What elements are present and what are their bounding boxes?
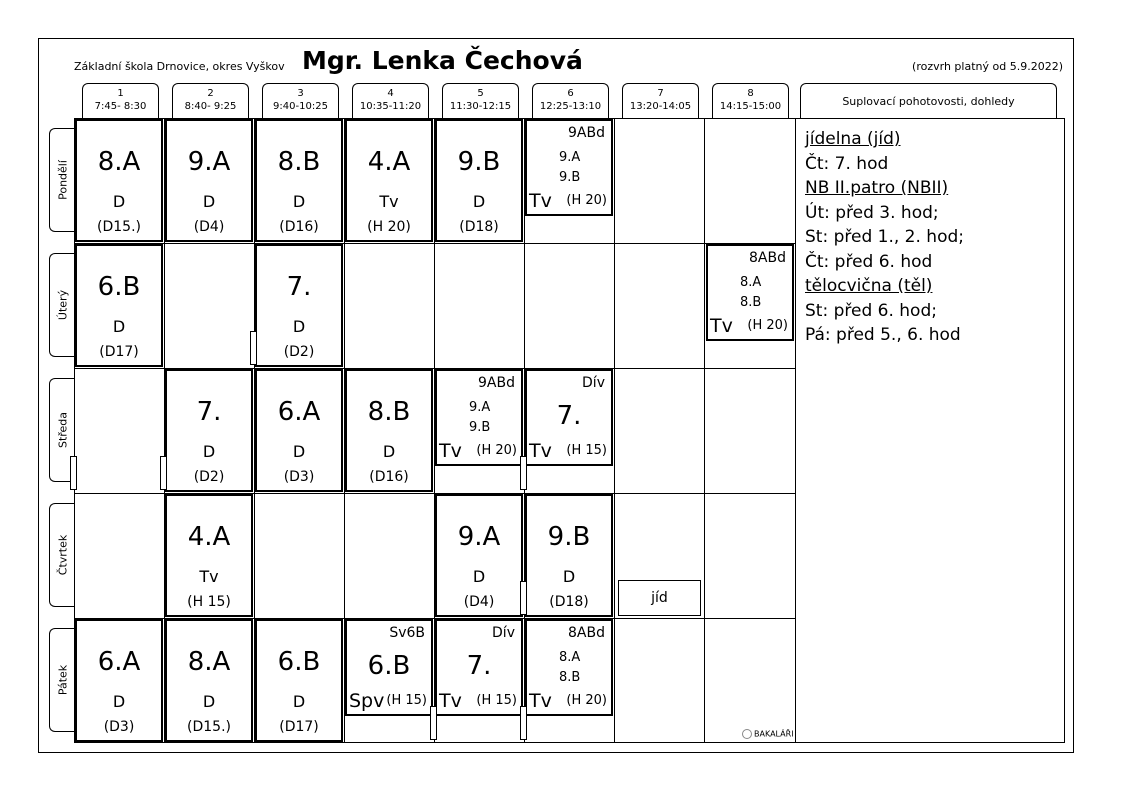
group-member: 8.A	[740, 275, 762, 290]
subject-label: D	[292, 692, 306, 711]
subject-label: Tv	[529, 690, 552, 712]
room-label: (D17)	[279, 719, 319, 735]
supervision-marker	[520, 456, 527, 490]
duty-line: St: před 1., 2. hod;	[805, 227, 964, 247]
lesson-fri-5[interactable]	[435, 619, 523, 716]
group-label: 9ABd	[568, 125, 605, 141]
period-header-2: 2 8:40- 9:25	[172, 83, 249, 118]
supervision-marker	[430, 706, 437, 740]
room-label: (D16)	[279, 219, 319, 235]
supervision-marker	[520, 581, 527, 615]
supervision-marker	[70, 456, 77, 490]
subject-label: Tv	[529, 440, 552, 462]
subject-label: Tv	[379, 192, 399, 211]
duty-header: Suplovací pohotovosti, dohledy	[800, 83, 1057, 118]
subject-label: Tv	[439, 440, 462, 462]
logo-text: BAKALÁŘI	[754, 729, 794, 739]
room-label: (D2)	[193, 469, 225, 485]
room-label: (H 20)	[476, 443, 517, 458]
class-label: 8.B	[277, 147, 321, 177]
subject-label: D	[112, 317, 126, 336]
day-friday: Pátek	[49, 628, 75, 732]
duty-line: St: před 6. hod;	[805, 300, 937, 321]
day-monday: Pondělí	[49, 128, 75, 232]
subject-label: D	[112, 692, 126, 711]
duty-line: Pá: před 5., 6. hod	[805, 325, 961, 345]
day-tuesday: Úterý	[49, 253, 75, 357]
supervision-marker	[250, 331, 257, 365]
group-label: Dív	[492, 625, 515, 641]
subject-label: D	[202, 192, 216, 211]
lesson-fri-6[interactable]	[525, 619, 613, 716]
duty-thu-7[interactable]: jíd	[618, 580, 701, 616]
class-label: 6.A	[97, 647, 141, 677]
duty-list	[805, 127, 964, 348]
room-label: (H 15)	[566, 443, 607, 458]
class-label: 6.B	[97, 272, 141, 302]
group-label: 8ABd	[749, 250, 786, 266]
group-member: 8.B	[740, 295, 762, 310]
room-label: (D16)	[369, 469, 409, 485]
period-header-1: 1 7:45- 8:30	[82, 83, 159, 118]
class-label: 7.	[286, 272, 312, 302]
class-label: 7.	[466, 651, 492, 681]
duty-line: Čt: před 6. hod	[805, 251, 933, 272]
subject-label: D	[472, 192, 486, 211]
period-header-6: 6 12:25-13:10	[532, 83, 609, 118]
subject-label: D	[292, 317, 306, 336]
lesson-tue-1[interactable]	[75, 244, 163, 367]
period-header-5: 5 11:30-12:15	[442, 83, 519, 118]
room-label: (H 20)	[566, 693, 607, 708]
subject-label: D	[202, 692, 216, 711]
group-member: 9.B	[559, 170, 581, 185]
lesson-fri-2[interactable]	[165, 619, 253, 742]
room-label: (H 15)	[476, 693, 517, 708]
lesson-wed-2[interactable]	[165, 369, 253, 492]
subject-label: D	[112, 192, 126, 211]
room-label: (H 15)	[386, 693, 427, 708]
grid-line	[704, 118, 705, 743]
lesson-thu-5[interactable]	[435, 494, 523, 617]
lesson-thu-6[interactable]	[525, 494, 613, 617]
subject-label: Spv	[349, 690, 385, 712]
duty-heading-gym: tělocvična (těl)	[805, 276, 933, 296]
class-label: 8.A	[97, 147, 141, 177]
class-label: 9.B	[457, 147, 501, 177]
class-label: 7.	[556, 401, 582, 431]
class-label: 6.B	[367, 651, 411, 681]
supervision-marker	[520, 706, 527, 740]
subject-label: D	[292, 192, 306, 211]
lesson-wed-3[interactable]	[255, 369, 343, 492]
group-member: 8.A	[559, 650, 581, 665]
room-label: (H 20)	[566, 193, 607, 208]
class-label: 8.B	[367, 397, 411, 427]
subject-label: Tv	[529, 190, 552, 212]
class-label: 9.A	[187, 147, 231, 177]
lesson-thu-2[interactable]	[165, 494, 253, 617]
subject-label: D	[472, 567, 486, 586]
lesson-tue-3[interactable]	[255, 244, 343, 367]
group-member: 9.A	[469, 400, 491, 415]
lesson-wed-4[interactable]	[345, 369, 433, 492]
room-label: (D3)	[283, 469, 315, 485]
group-member: 9.A	[559, 150, 581, 165]
group-label: 9ABd	[478, 375, 515, 391]
duty-heading-canteen: jídelna (jíd)	[805, 129, 901, 149]
group-label: Dív	[582, 375, 605, 391]
room-label: (H 20)	[747, 318, 788, 333]
day-wednesday: Středa	[49, 378, 75, 482]
room-label: (D18)	[459, 219, 499, 235]
room-label: (H 20)	[367, 219, 411, 235]
class-label: 9.A	[457, 522, 501, 552]
bakalari-logo	[742, 729, 794, 739]
duty-line: Út: před 3. hod;	[805, 202, 939, 223]
subject-label: D	[562, 567, 576, 586]
subject-label: D	[292, 442, 306, 461]
grid-line	[614, 118, 615, 743]
class-label: 8.A	[187, 647, 231, 677]
lesson-tue-8[interactable]	[706, 244, 794, 341]
lesson-fri-4[interactable]	[345, 619, 433, 716]
class-label: 4.A	[367, 147, 411, 177]
teacher-name: Mgr. Lenka Čechová	[302, 46, 583, 75]
class-label: 4.A	[187, 522, 231, 552]
duty-line: Čt: 7. hod	[805, 153, 889, 174]
lesson-wed-5[interactable]	[435, 369, 523, 466]
class-label: 7.	[196, 397, 222, 427]
group-member: 9.B	[469, 420, 491, 435]
validity-note: (rozvrh platný od 5.9.2022)	[912, 60, 1063, 73]
room-label: (H 15)	[187, 594, 231, 610]
duty-heading-corridor: NB II.patro (NBII)	[805, 178, 949, 198]
group-label: 8ABd	[568, 625, 605, 641]
lesson-mon-6[interactable]	[525, 119, 613, 216]
lesson-fri-1[interactable]	[75, 619, 163, 742]
supervision-marker	[160, 456, 167, 490]
class-label: 9.B	[547, 522, 591, 552]
bakalari-icon	[742, 729, 752, 739]
room-label: (D4)	[463, 594, 495, 610]
room-label: (D2)	[283, 344, 315, 360]
subject-label: D	[202, 442, 216, 461]
room-label: (D3)	[103, 719, 135, 735]
subject-label: D	[382, 442, 396, 461]
room-label: (D17)	[99, 344, 139, 360]
subject-label: Tv	[199, 567, 219, 586]
day-thursday: Čtvrtek	[49, 503, 75, 607]
subject-label: Tv	[710, 315, 733, 337]
lesson-fri-3[interactable]	[255, 619, 343, 742]
lesson-wed-6[interactable]	[525, 369, 613, 466]
period-header-3: 3 9:40-10:25	[262, 83, 339, 118]
school-name: Základní škola Drnovice, okres Vyškov	[74, 60, 285, 73]
room-label: (D4)	[193, 219, 225, 235]
class-label: 6.B	[277, 647, 321, 677]
lesson-mon-4[interactable]	[345, 119, 433, 242]
period-header-4: 4 10:35-11:20	[352, 83, 429, 118]
room-label: (D18)	[549, 594, 589, 610]
lesson-mon-1[interactable]	[75, 119, 163, 242]
period-header-8: 8 14:15-15:00	[712, 83, 789, 118]
group-member: 8.B	[559, 670, 581, 685]
lesson-mon-5[interactable]	[435, 119, 523, 242]
grid-line	[74, 243, 796, 244]
room-label: (D15.)	[187, 719, 231, 735]
lesson-mon-3[interactable]	[255, 119, 343, 242]
room-label: (D15.)	[97, 219, 141, 235]
period-header-7: 7 13:20-14:05	[622, 83, 699, 118]
group-label: Sv6B	[389, 625, 425, 641]
lesson-mon-2[interactable]	[165, 119, 253, 242]
class-label: 6.A	[277, 397, 321, 427]
subject-label: Tv	[439, 690, 462, 712]
